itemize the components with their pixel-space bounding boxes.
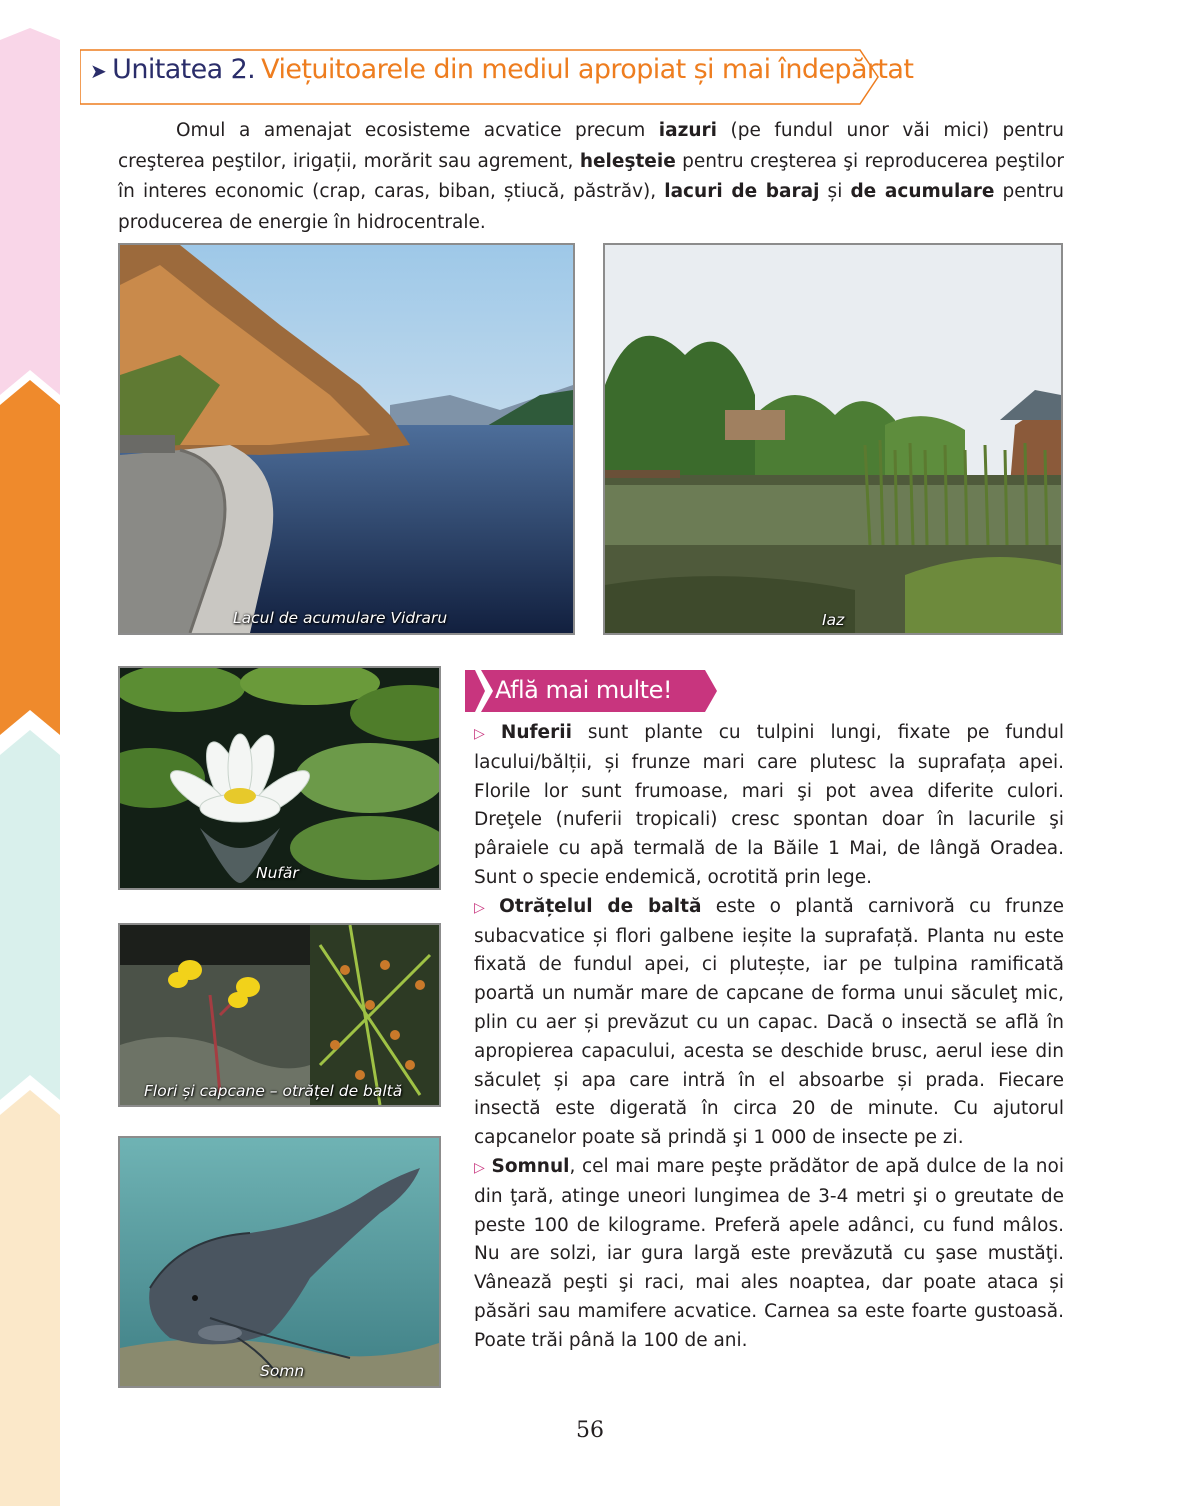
photo-nufar: [118, 666, 441, 890]
unit-label: Unitatea 2.: [112, 54, 256, 85]
photo-otratel: [118, 923, 441, 1107]
caption-iaz: Iaz: [822, 611, 845, 629]
intro-text: (pe fundul unor văi mici) pentru creşterea peştilor, irigații, morărit sau agrement,: [118, 120, 1064, 172]
paragraph-text: este o plantă carnivoră cu frunze subacvatice și flori galbene ieșite la suprafață. Planta nu este fixată de fundul apei, ci plutește, iar pe tulpina ramificată poartă un număr mare de capcane de forma unui săculeţ mic, plin cu aer și prevăzut cu un capac. Dacă o insectă se află în apropierea capacului, acesta se deschide brusc, aerul iese din săculeț și apa care intră în el absoarbe și prada. Fiecare insectă este digerată în circa 20 de minute. Cu ajutorul capcanelor poate să prindă şi 1 000 de insecte pe zi.: [474, 895, 1064, 1149]
unit-header: [80, 48, 914, 106]
photo-vidraru: [118, 243, 575, 635]
learn-more-banner: [465, 670, 725, 712]
term-somnul: Somnul: [491, 1155, 570, 1177]
header-arrow-icon: ➤: [90, 59, 107, 83]
intro-text: și: [819, 181, 851, 203]
paragraph-text: , cel mai mare peşte prădător de apă dulce de la noi din ţară, atinge uneori lungimea de 3-4 metri şi o greutate de peste 100 de kilograme. Preferă apele adânci, cu fund mâlos. Nu are solzi, iar gura largă este prevăzută cu şase mustăţi. Vânează peşti şi raci, mai ales noaptea, dar poate ataca și păsări sau mamifere acvatice. Carnea sa este foarte gustoasă. Poate trăi până la 100 de ani.: [474, 1155, 1064, 1351]
side-decoration-strip: [0, 0, 60, 1506]
page-number: 56: [576, 1418, 604, 1443]
caption-nufar: Nufăr: [256, 864, 299, 882]
paragraph-somnul: [474, 1153, 1064, 1356]
term-de-acumulare: de acumulare: [850, 181, 995, 203]
caption-otratel: Flori și capcane – otrățel de baltă: [144, 1082, 403, 1100]
learn-more-title: Află mai multe!: [495, 676, 672, 704]
caption-somn: Somn: [260, 1362, 305, 1380]
photo-somn: [118, 1136, 441, 1388]
term-otratel: Otrățelul de baltă: [499, 895, 702, 917]
bullet-icon: ▷: [474, 726, 495, 742]
intro-paragraph: [118, 116, 1064, 238]
term-iazuri: iazuri: [658, 120, 718, 141]
term-nuferii: Nuferii: [500, 722, 572, 743]
photo-iaz: [603, 243, 1063, 635]
learn-more-text: [474, 719, 1064, 1356]
unit-title: Viețuitoarele din mediul apropiat și mai îndepărtat: [261, 54, 914, 85]
intro-text: pentru creşterea şi reproducerea peştilor în interes economic (crap, caras, biban, știucă, păstrăv),: [118, 150, 1064, 203]
paragraph-otratel: [474, 893, 1064, 1153]
paragraph-nuferii: [474, 719, 1064, 893]
term-helesteie: heleşteie: [579, 150, 676, 172]
term-lacuri-de-baraj: lacuri de baraj: [664, 181, 820, 203]
bullet-icon: ▷: [474, 1159, 486, 1176]
intro-text: Omul a amenajat ecosisteme acvatice precum: [176, 120, 659, 141]
paragraph-text: sunt plante cu tulpini lungi, fixate pe fundul lacului/bălții, și frunze mari care plutesc la suprafața apei. Florile lor sunt frumoase, mari şi pot avea diferite culori. Dreţele (nuferii tropicali) cresc spontan doar în lacurile şi pâraiele cu apă termală de la Băile 1 Mai, de lângă Oradea. Sunt o specie endemică, ocrotită prin lege.: [474, 722, 1064, 888]
caption-vidraru: Lacul de acumulare Vidraru: [233, 609, 448, 627]
bullet-icon: ▷: [474, 899, 494, 916]
intro-text: pentru producerea de energie în hidrocentrale.: [118, 181, 1064, 233]
